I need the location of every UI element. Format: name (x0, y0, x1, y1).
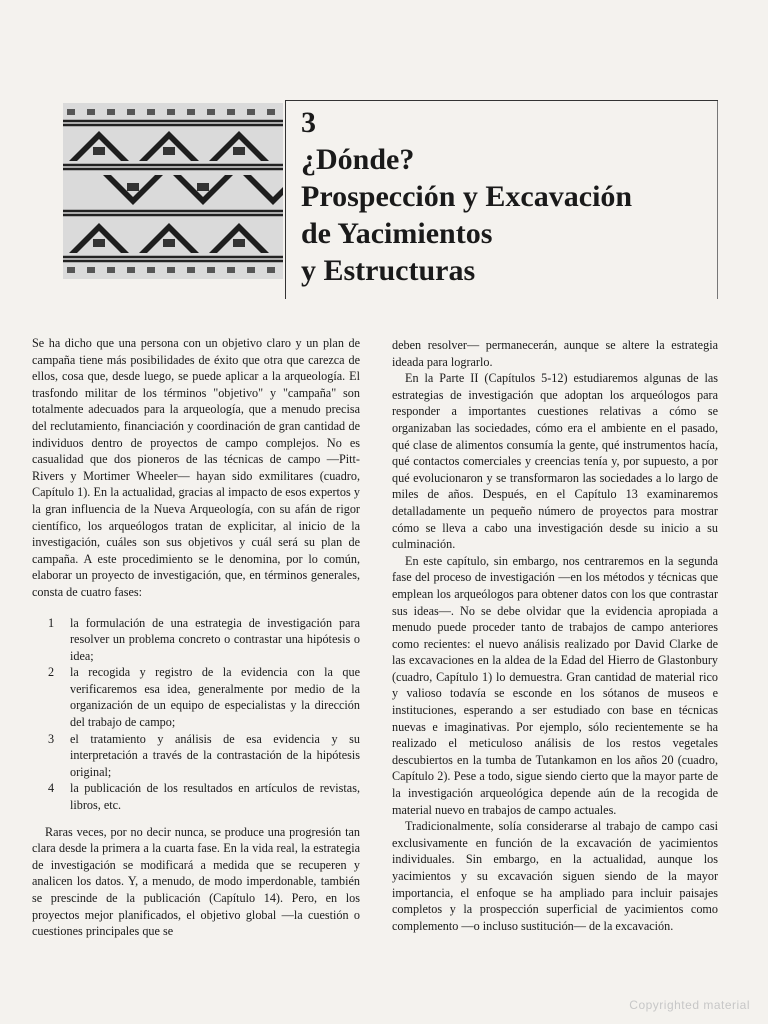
chapter-title-box (285, 100, 718, 299)
paragraph: Raras veces, por no decir nunca, se produce una progresión tan clara desde la primera a la cuarta fase. En la vida real, la estrategia de investigación se modificará a medida que se recuperen y analicen los datos. Y, a menudo, de modo imperdonable, también se prescinde de la publicación (Capítulo 14). Pero, en los proyectos mejor planificados, el objetivo global —la cuestión o cuestiones principales que se (32, 824, 360, 939)
chapter-title-line: ¿Dónde? (301, 143, 415, 176)
list-item-number: 4 (48, 781, 55, 796)
list-item-text: la publicación de los resultados en artículos de revistas, libros, etc. (70, 781, 360, 813)
title-box-right-rule (717, 101, 718, 299)
list-item-text: la formulación de una estrategia de investigación para resolver un problema concreto o contrastar una hipótesis o idea; (70, 615, 360, 663)
list-item (32, 780, 360, 813)
paragraph: Se ha dicho que una persona con un objetivo claro y un plan de campaña tiene más posibilidades de éxito que otra que carezca de ellos, cosa que, desde luego, se puede aplicar a la arqueología. El trasfondo militar de los términos "objetivo" y "campaña" son totalmente adecuados para la arqueología, que a menudo precisa del reclutamiento, financiación y coordinación de gran cantidad de individuos dentro de proyectos de campo complejos. No es casualidad que dos pioneros de las técnicas de campo —Pitt-Rivers y Mortimer Wheeler— hayan sido exmilitares (cuadro, Capítulo 1). En la actualidad, gracias al impacto de esos expertos y la gran influencia de la Nueva Arqueología, con su afán de rigor científico, los arqueólogos tratan de explicitar, al inicio de la investigación, cuáles son sus objetivos y cuál será su plan de campaña. A este procedimiento se le denomina, por lo común, elaborar un proyecto de investigación, que, en términos generales, consta de cuatro fases: (32, 336, 360, 599)
list-item (32, 664, 360, 730)
list-item (32, 731, 360, 781)
list-item-number: 1 (48, 615, 55, 630)
list-item-number: 2 (48, 665, 55, 680)
right-text-column (392, 337, 718, 934)
chapter-title-line: Prospección y Excavación (301, 180, 633, 213)
chapter-banner-pattern (63, 103, 283, 279)
list-item-number: 3 (48, 731, 55, 746)
paragraph: En este capítulo, sin embargo, nos centraremos en la segunda fase del proceso de investigación —en los métodos y técnicas que emplean los arqueólogos para obtener datos con los que contrastar sus ideas—. No se debe olvidar que la evidencia apropiada a menudo puede proceder tanto de trabajos de campo anteriores como recientes: el nuevo análisis realizado por David Clarke de las excavaciones en la aldea de la Edad del Hierro de Glastonbury (cuadro, Capítulo 1) lo demuestra. Gran cantidad de material rico y valioso todavía se esconde en los sótanos de museos e instituciones, esperando a ser estudiado con base en técnicas nuevas e imaginativas. Por ejemplo, sólo recientemente se ha realizado el meticuloso análisis de los restos vegetales descubiertos en la tumba de Tutankamon en los años 20 (cuadro, Capítulo 2). Pese a todo, sigue siendo cierto que la mayor parte de la investigación arqueológica depende aún de la recogida de material nuevo en trabajos de campo actuales. (392, 553, 718, 817)
list-item-text: la recogida y registro de la evidencia con la que verificaremos esa idea, generalmente por medio de la organización de un equipo de especialistas y la dirección del trabajo de campo; (70, 665, 360, 730)
left-text-column (32, 335, 360, 940)
paragraph: deben resolver— permanecerán, aunque se altere la estrategia ideada para lograrlo. (392, 338, 718, 369)
chapter-title-line: y Estructuras (301, 254, 476, 287)
research-phases-list (32, 615, 360, 814)
chapter-number: 3 (301, 106, 316, 139)
chapter-title-line: de Yacimientos (301, 217, 493, 250)
chapter-title (301, 141, 632, 289)
paragraph: Tradicionalmente, solía considerarse al trabajo de campo casi exclusivamente en función de la excavación de yacimientos individuales. Sin embargo, en la actualidad, aunque los yacimientos y su excavación siguen siendo de la mayor importancia, el enfoque se ha ampliado para incluir paisajes completos y la prospección superficial de yacimientos como complemento —o incluso sustitución— de la excavación. (392, 819, 718, 933)
list-item-text: el tratamiento y análisis de esa evidencia y su interpretación a través de la contrastación de la hipótesis original; (70, 731, 360, 779)
list-item (32, 615, 360, 665)
copyright-watermark: Copyrighted material (629, 998, 750, 1012)
woven-pattern-image (63, 103, 283, 279)
paragraph: En la Parte II (Capítulos 5-12) estudiaremos algunas de las estrategias de investigación que adoptan los arqueólogos para responder a importantes cuestiones relativas a cómo se organizaban las sociedades, cómo era el ambiente en el pasado, qué clase de alimentos consumía la gente, qué instrumentos hacía, qué contactos comerciales y creencias tenía y, por supuesto, a por qué evolucionaron y se transformaron las sociedades a lo largo de miles de años. Después, en el Capítulo 13 examinaremos detalladamente un pequeño número de proyectos para mostrar cómo se lleva a cabo una investigación desde su inicio a su culminación. (392, 371, 718, 552)
